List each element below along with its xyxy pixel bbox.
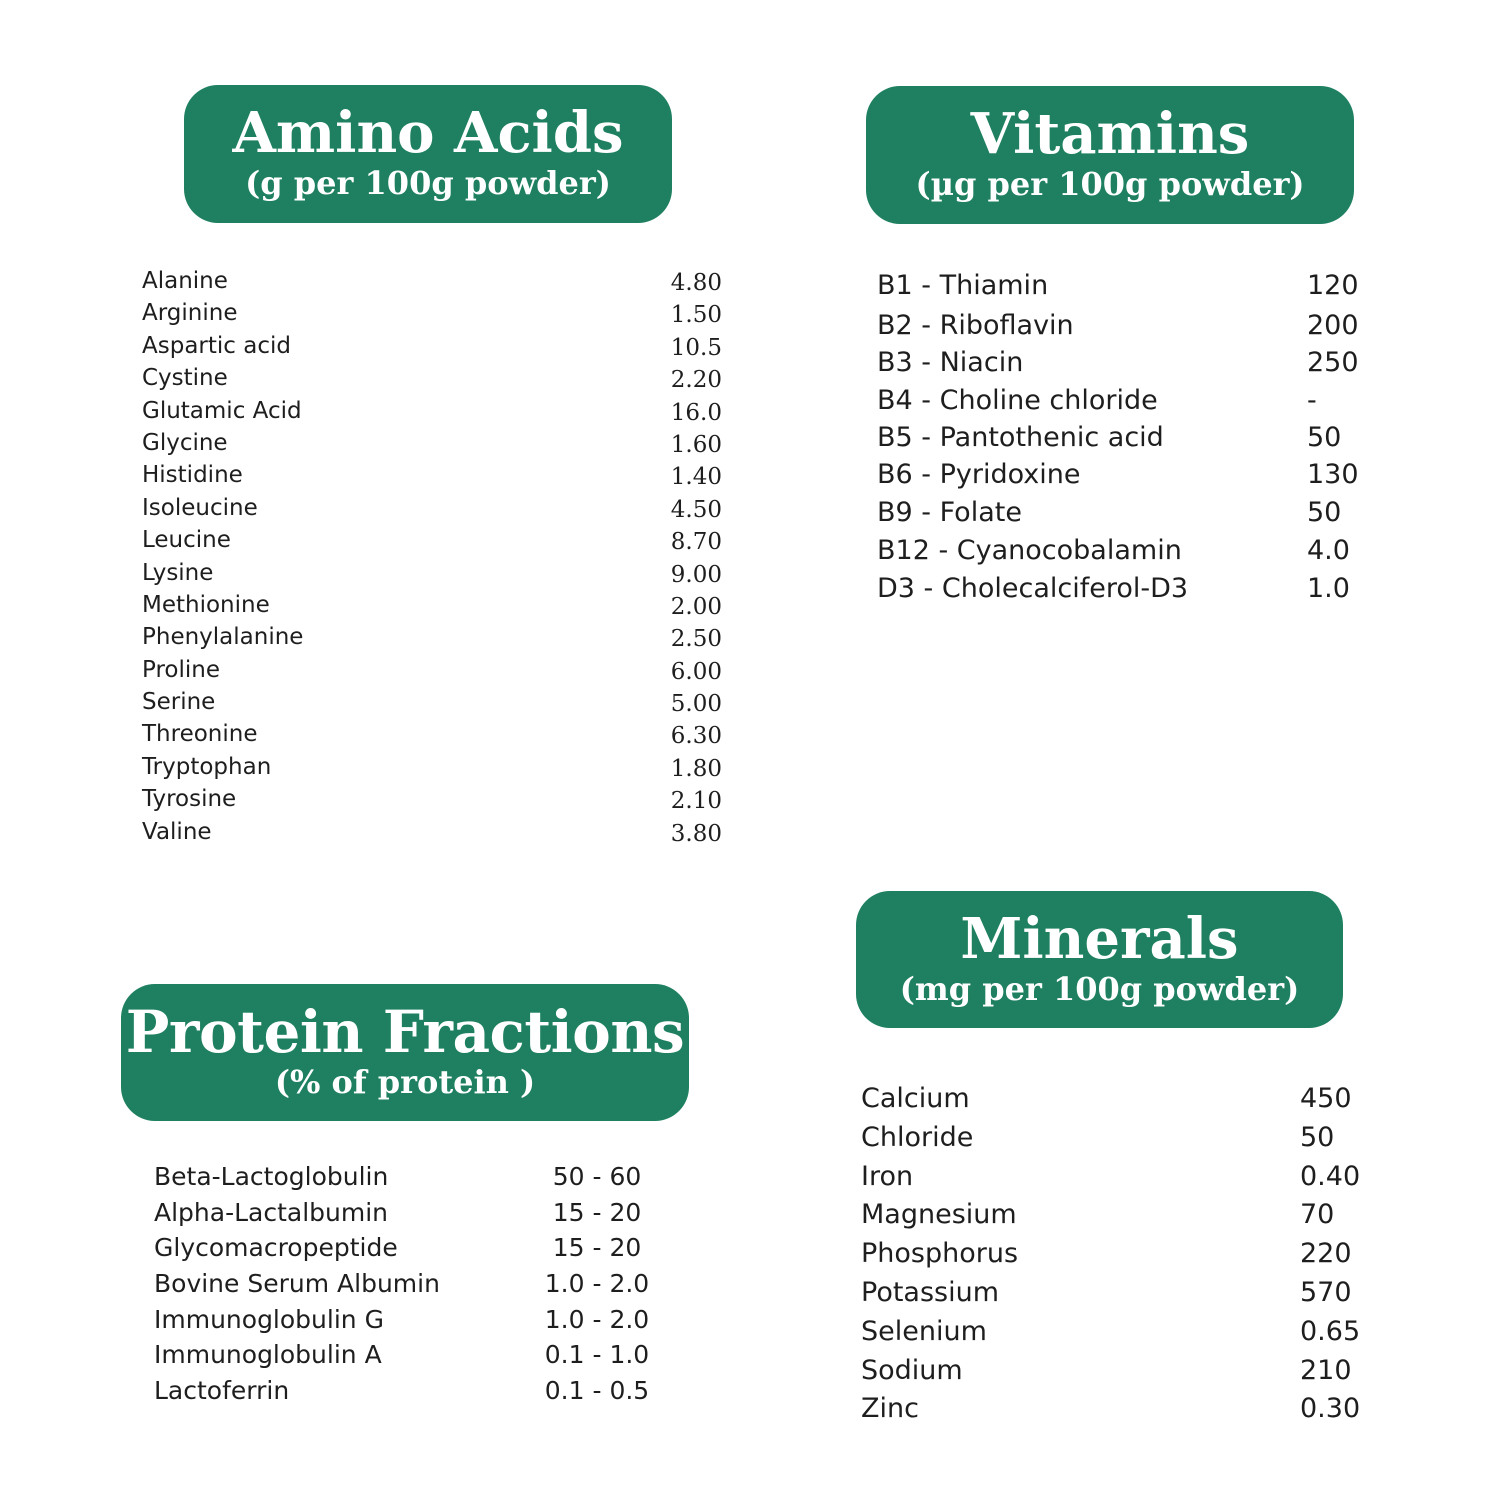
protein-fraction-name: Bovine Serum Albumin [154, 1269, 440, 1299]
amino-acid-name: Aspartic acid [142, 332, 291, 359]
mineral-name: Phosphorus [861, 1238, 1019, 1270]
mineral-row [861, 1316, 1361, 1355]
amino-acid-row [142, 398, 722, 430]
vitamin-row [877, 573, 1353, 611]
amino-acid-row [142, 624, 722, 656]
mineral-row [861, 1083, 1361, 1122]
vitamin-value: 250 [1307, 347, 1359, 378]
amino-acid-name: Isoleucine [142, 494, 258, 521]
amino-acid-name: Valine [142, 818, 212, 845]
amino-acid-value: 4.80 [670, 270, 722, 296]
vitamins-subtitle: (µg per 100g powder) [915, 165, 1305, 203]
amino-acid-value: 9.00 [670, 561, 722, 588]
vitamin-row [877, 535, 1353, 573]
protein-fraction-row [154, 1269, 652, 1305]
mineral-row [861, 1277, 1361, 1316]
mineral-value: 50 [1300, 1121, 1335, 1153]
vitamin-row [877, 270, 1359, 310]
protein-fraction-value: 50 - 60 [552, 1162, 642, 1191]
mineral-name: Calcium [861, 1083, 970, 1114]
amino-acid-row [142, 365, 722, 397]
amino-acid-name: Arginine [142, 300, 238, 327]
amino-acids-list [142, 268, 722, 851]
mineral-name: Zinc [861, 1393, 919, 1425]
amino-acid-value: 1.50 [670, 302, 722, 329]
amino-acid-value: 16.0 [670, 399, 722, 426]
amino-acid-row [142, 754, 722, 786]
mineral-value: 570 [1300, 1276, 1352, 1308]
amino-acid-value: 3.80 [670, 820, 722, 847]
amino-acid-row [142, 333, 722, 365]
vitamin-row [877, 347, 1359, 385]
vitamin-name: B1 - Thiamin [877, 270, 1049, 301]
amino-acid-value: 2.50 [670, 626, 722, 653]
amino-acid-name: Cystine [142, 365, 228, 392]
mineral-row [861, 1393, 1361, 1432]
amino-acid-value: 1.80 [670, 755, 722, 782]
amino-acid-value: 5.00 [670, 691, 722, 718]
amino-acid-name: Alanine [142, 268, 228, 294]
vitamin-value: 4.0 [1307, 535, 1350, 566]
mineral-name: Selenium [861, 1315, 987, 1347]
amino-acids-header [184, 85, 672, 223]
vitamin-row [877, 497, 1353, 535]
amino-acid-value: 2.10 [670, 788, 722, 815]
mineral-row [861, 1238, 1361, 1277]
vitamin-row [877, 459, 1359, 497]
minerals-header [856, 891, 1343, 1028]
mineral-value: 220 [1300, 1238, 1352, 1270]
vitamin-name: B9 - Folate [877, 497, 1022, 528]
mineral-row [861, 1355, 1361, 1394]
amino-acid-name: Leucine [142, 527, 231, 554]
protein-fraction-name: Beta-Lactoglobulin [154, 1162, 389, 1191]
mineral-name: Chloride [861, 1121, 974, 1153]
amino-acid-row [142, 495, 722, 527]
amino-acid-name: Tryptophan [142, 753, 272, 780]
vitamins-title: Vitamins [970, 101, 1250, 167]
amino-acid-value: 8.70 [670, 529, 722, 556]
amino-acid-name: Threonine [142, 721, 258, 748]
protein-fraction-row [154, 1305, 652, 1341]
amino-acid-row [142, 268, 722, 300]
vitamin-name: B3 - Niacin [877, 347, 1024, 378]
vitamins-header [866, 86, 1354, 224]
vitamin-row [877, 422, 1353, 459]
protein-fraction-name: Immunoglobulin A [154, 1340, 382, 1370]
amino-acid-row [142, 786, 722, 818]
vitamin-row [877, 310, 1359, 347]
protein-fractions-list [154, 1162, 652, 1412]
protein-fraction-value: 15 - 20 [552, 1197, 642, 1227]
amino-acids-subtitle: (g per 100g powder) [245, 164, 611, 202]
vitamin-value: 120 [1307, 270, 1359, 301]
vitamin-name: D3 - Cholecalciferol-D3 [877, 573, 1189, 604]
amino-acid-row [142, 527, 722, 559]
mineral-name: Sodium [861, 1354, 963, 1386]
protein-fraction-row [154, 1340, 652, 1376]
protein-fraction-value: 0.1 - 0.5 [544, 1376, 650, 1406]
protein-fraction-name: Alpha-Lactalbumin [154, 1197, 389, 1227]
vitamin-name: B4 - Choline chloride [877, 385, 1158, 416]
amino-acid-row [142, 689, 722, 721]
vitamin-value: - [1307, 385, 1317, 416]
amino-acid-name: Serine [142, 689, 216, 716]
amino-acids-title: Amino Acids [232, 100, 624, 166]
amino-acid-name: Lysine [142, 559, 214, 586]
minerals-list [861, 1083, 1361, 1432]
protein-fraction-row [154, 1198, 652, 1234]
amino-acid-row [142, 657, 722, 689]
vitamin-value: 1.0 [1307, 573, 1350, 604]
vitamin-name: B5 - Pantothenic acid [877, 422, 1164, 453]
protein-fraction-name: Glycomacropeptide [154, 1233, 398, 1263]
amino-acid-row [142, 430, 722, 462]
amino-acid-value: 6.30 [670, 723, 722, 750]
protein-fraction-row [154, 1233, 652, 1269]
amino-acid-row [142, 819, 722, 851]
amino-acid-value: 4.50 [670, 496, 722, 523]
vitamin-name: B6 - Pyridoxine [877, 459, 1081, 490]
amino-acid-row [142, 721, 722, 753]
amino-acid-value: 1.40 [670, 464, 722, 491]
protein-fraction-value: 1.0 - 2.0 [544, 1304, 650, 1334]
protein-fractions-subtitle: (% of protein ) [274, 1063, 536, 1101]
protein-fraction-value: 15 - 20 [552, 1233, 642, 1263]
amino-acid-name: Proline [142, 656, 220, 683]
amino-acid-value: 1.60 [670, 431, 722, 458]
protein-fraction-row [154, 1376, 652, 1412]
amino-acid-name: Methionine [142, 591, 270, 618]
mineral-value: 0.30 [1300, 1393, 1361, 1425]
protein-fractions-header [121, 984, 689, 1121]
amino-acid-value: 2.20 [670, 367, 722, 394]
amino-acid-name: Tyrosine [142, 786, 237, 813]
vitamin-value: 130 [1307, 459, 1359, 490]
amino-acid-value: 6.00 [670, 658, 722, 685]
mineral-name: Iron [861, 1160, 914, 1192]
minerals-subtitle: (mg per 100g powder) [899, 970, 1300, 1008]
mineral-row [861, 1122, 1361, 1161]
mineral-row [861, 1161, 1361, 1200]
amino-acid-value: 2.00 [670, 593, 722, 620]
protein-fraction-row [154, 1162, 652, 1198]
protein-fractions-title: Protein Fractions [125, 998, 685, 1066]
protein-fraction-value: 1.0 - 2.0 [544, 1269, 650, 1299]
vitamin-value: 50 [1307, 497, 1342, 528]
amino-acid-row [142, 592, 722, 624]
vitamin-name: B12 - Cyanocobalamin [877, 535, 1182, 566]
amino-acid-row [142, 462, 722, 494]
vitamin-value: 200 [1307, 310, 1359, 341]
amino-acid-value: 10.5 [670, 334, 722, 361]
mineral-value: 0.65 [1300, 1315, 1361, 1347]
amino-acid-row [142, 300, 722, 332]
mineral-name: Magnesium [861, 1199, 1017, 1231]
mineral-value: 70 [1300, 1199, 1335, 1231]
amino-acid-name: Phenylalanine [142, 624, 304, 651]
mineral-row [861, 1199, 1361, 1238]
mineral-value: 210 [1300, 1354, 1352, 1386]
protein-fraction-name: Immunoglobulin G [154, 1304, 384, 1334]
protein-fraction-name: Lactoferrin [154, 1376, 290, 1406]
vitamin-row [877, 385, 1353, 422]
mineral-value: 0.40 [1300, 1160, 1361, 1192]
amino-acid-row [142, 560, 722, 592]
minerals-title: Minerals [960, 906, 1239, 972]
amino-acid-name: Glutamic Acid [142, 397, 302, 424]
amino-acid-name: Histidine [142, 462, 243, 489]
mineral-value: 450 [1300, 1083, 1352, 1114]
vitamins-list [877, 270, 1359, 611]
amino-acid-name: Glycine [142, 429, 228, 456]
protein-fraction-value: 0.1 - 1.0 [544, 1340, 650, 1370]
mineral-name: Potassium [861, 1276, 1000, 1308]
vitamin-name: B2 - Riboflavin [877, 310, 1074, 341]
vitamin-value: 50 [1307, 422, 1342, 453]
